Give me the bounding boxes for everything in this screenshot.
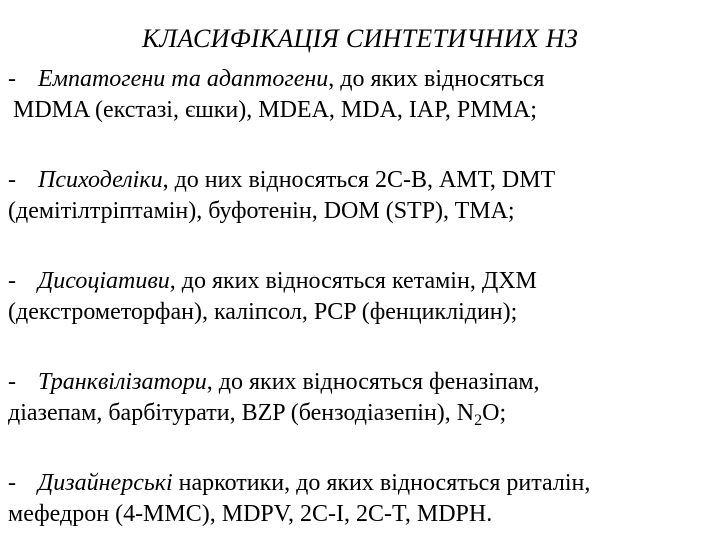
list-dash: - [8,268,16,294]
item-text-continued: (декстрометорфан), каліпсол, PCP (фенциклідин); [8,299,518,325]
item-text-part: O; [482,400,507,426]
item-term: Дизайнерські [38,470,173,496]
list-dash: - [8,369,16,395]
item-text-continued: (демітілтріптамін), буфотенін, DOM (STP), TMA; [8,198,515,224]
list-dash: - [8,66,16,92]
item-term: Емпатогени та адаптогени [38,66,329,92]
list-dash: - [8,470,16,496]
item-term: Психоделіки [38,167,163,193]
item-text: , до яких відносяться феназіпам, [206,369,540,395]
item-term: Транквілізатори [38,369,207,395]
list-item-tranquilizers [8,367,712,429]
item-text-continued: мефедрон (4-ММС), MDPV, 2C-I, 2C-T, MDPH. [8,501,493,527]
item-term: Дисоціативи, [38,268,176,294]
list-item-dissociatives [8,266,712,328]
list-item-psychedelics [8,165,712,227]
subscript-digit: 2 [474,412,483,429]
item-text: до яких відносяться кетамін, ДХМ [175,268,537,294]
list-item-designer-drugs [8,468,712,530]
item-text-part: діазепам, барбітурати, BZP (бензодіазепін), N [8,400,475,426]
item-text: , до яких відносяться [328,66,545,92]
item-text: , до них відносяться 2С-В, АМТ, DMT [162,167,556,193]
list-dash: - [8,167,16,193]
list-item-empathogens [8,64,712,126]
item-text: наркотики, до яких відносяться риталін, [172,470,591,496]
page-title: КЛАСИФІКАЦІЯ СИНТЕТИЧНИХ НЗ [141,24,579,53]
item-text-continued [8,398,712,429]
item-text-continued: MDMA (екстазі, єшки), MDEA, MDA, IAP, PMMA; [13,97,537,123]
